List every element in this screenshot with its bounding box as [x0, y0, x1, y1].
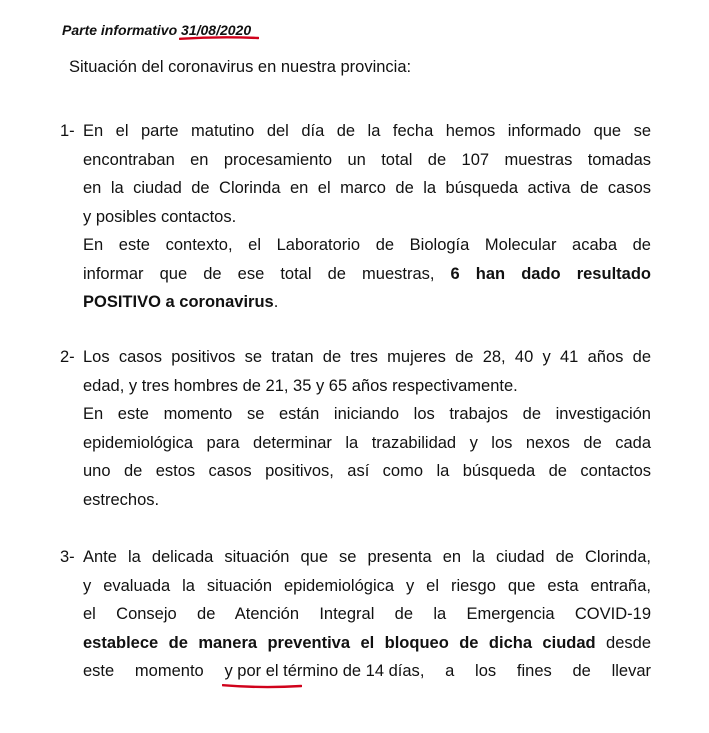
text-segment: a los fines de llevar: [424, 662, 652, 680]
text-line: En este momento se están iniciando los trabajos de investigación: [83, 405, 651, 423]
text-segment: .: [273, 293, 279, 311]
text-line: estrechos.: [83, 490, 160, 509]
text-line: epidemiológica para determinar la trazabilidad y los nexos de cada: [83, 433, 651, 452]
text-line: En este contexto, el Laboratorio de Biología Molecular acaba de: [83, 236, 651, 254]
text-line: edad, y tres hombres de 21, 35 y 65 años respectivamente.: [83, 376, 518, 395]
text-line-mixed: [83, 288, 651, 317]
text-segment: este momento: [83, 662, 225, 680]
text-line: encontraban en procesamiento un total de 107 muestras tomadas: [83, 150, 651, 169]
report-header: [62, 22, 251, 38]
item-number: 2-: [60, 348, 75, 366]
text-line: Ante la delicada situación que se presenta en la ciudad de Clorinda,: [83, 548, 651, 566]
bold-segment: 6 han dado resultado: [450, 264, 651, 283]
text-segment: desde: [595, 633, 651, 652]
text-line: y evaluada la situación epidemiológica y el riesgo que esta entraña,: [83, 576, 651, 595]
text-line: uno de estos casos positivos, así como la búsqueda de contactos: [83, 462, 651, 480]
item-body: [83, 117, 651, 317]
bold-segment: establece de manera preventiva el bloqueo de dicha ciudad: [83, 633, 596, 652]
report-subtitle: Situación del coronavirus en nuestra provincia:: [69, 58, 412, 76]
text-line: el Consejo de Atención Integral de la Emergencia COVID-19: [83, 605, 651, 623]
text-line: y posibles contactos.: [83, 207, 237, 226]
underlined-text: y por el término de 14 días: [224, 662, 420, 680]
item-number: 3-: [60, 548, 75, 566]
header-date-text: 31/08/2020: [181, 22, 252, 38]
text-line-mixed: [83, 657, 651, 686]
underlined-phrase: [224, 657, 424, 686]
text-line: Los casos positivos se tratan de tres mujeres de 28, 40 y 41 años de: [83, 348, 651, 366]
bold-segment: POSITIVO a coronavirus: [83, 293, 274, 311]
text-line: En el parte matutino del día de la fecha hemos informado que se: [83, 122, 651, 140]
red-underline-mark: [222, 682, 302, 690]
text-segment: ,: [419, 662, 425, 680]
text-line-mixed: [83, 629, 651, 658]
text-line-mixed: [83, 260, 651, 289]
header-date: [181, 22, 251, 38]
text-segment: informar que de ese total de muestras,: [83, 264, 451, 283]
item-body: [83, 343, 651, 514]
text-line: en la ciudad de Clorinda en el marco de la búsqueda activa de casos: [83, 179, 651, 197]
item-body: [83, 543, 651, 686]
header-prefix: Parte informativo: [62, 22, 182, 38]
item-number: 1-: [60, 122, 75, 140]
